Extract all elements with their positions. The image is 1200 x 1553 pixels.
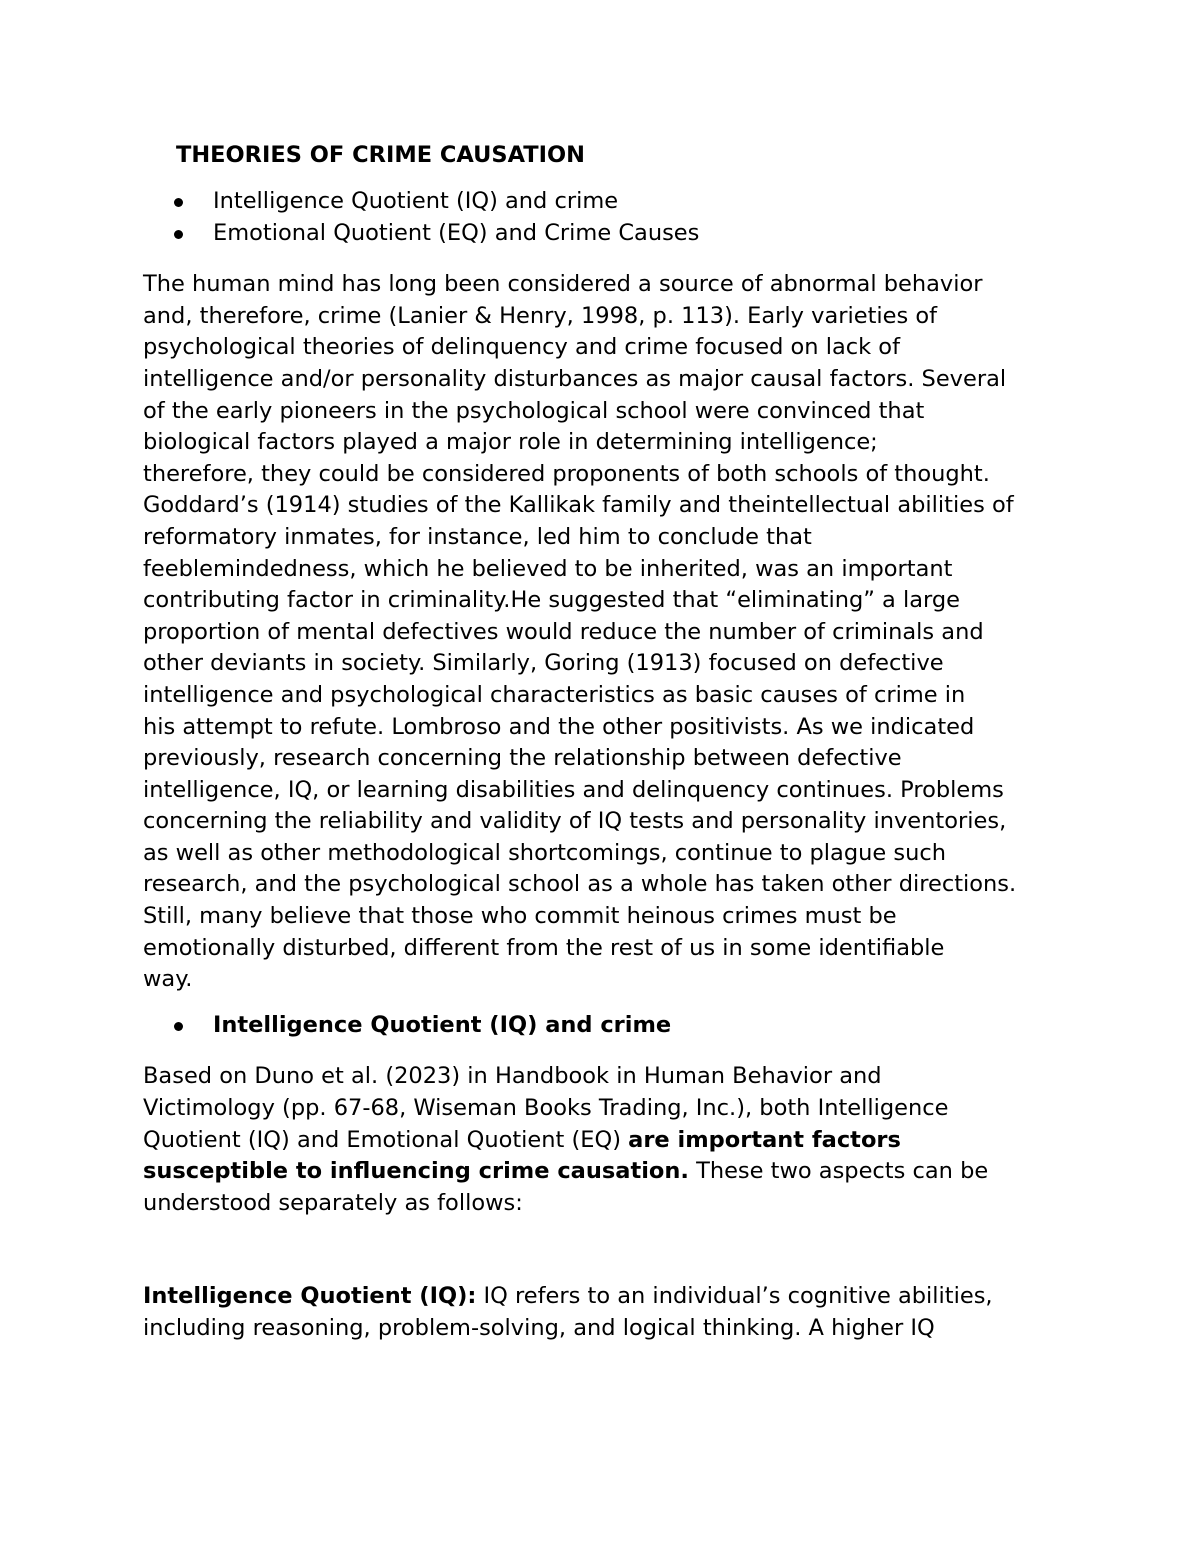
paragraph-line: intelligence and/or personality disturbances as major causal factors. Several — [143, 365, 1007, 392]
iq-definition-paragraph — [143, 1281, 1073, 1344]
paragraph-line: Victimology (pp. 67-68, Wiseman Books Trading, Inc.), both Intelligence — [143, 1095, 949, 1122]
paragraph-line: Still, many believe that those who commit heinous crimes must be — [143, 903, 897, 930]
paragraph-text: These two aspects can be — [688, 1158, 989, 1185]
document-title: THEORIES OF CRIME CAUSATION — [176, 142, 585, 168]
paragraph-line: his attempt to refute. Lombroso and the other positivists. As we indicated — [143, 713, 975, 740]
paragraph-line: previously, research concerning the relationship between defective — [143, 745, 902, 772]
intro-paragraph — [143, 269, 1073, 996]
bullet-item-iq — [143, 186, 1073, 218]
paragraph-line: of the early pioneers in the psychological school were convinced that — [143, 397, 925, 424]
topic-bullet-list — [143, 186, 1073, 249]
bullet-dot-icon — [174, 198, 183, 207]
paragraph-line: reformatory inmates, for instance, led him to conclude that — [143, 523, 812, 550]
bullet-item-eq — [143, 218, 1073, 250]
paragraph-line: other deviants in society. Similarly, Goring (1913) focused on defective — [143, 650, 944, 677]
paragraph-line: understood separately as follows: — [143, 1189, 523, 1216]
paragraph-line — [143, 1156, 1073, 1188]
paragraph-line: intelligence and psychological characteristics as basic causes of crime in — [143, 681, 966, 708]
paragraph-line — [143, 1125, 1073, 1157]
paragraph-line: Based on Duno et al. (2023) in Handbook in Human Behavior and — [143, 1063, 882, 1090]
paragraph-line — [143, 1281, 1073, 1313]
section-heading-list — [143, 1010, 1073, 1042]
paragraph-line: contributing factor in criminality.He suggested that “eliminating” a large — [143, 587, 961, 614]
paragraph-line: way. — [143, 966, 193, 993]
definition-label: Intelligence Quotient (IQ): — [143, 1283, 477, 1310]
emphasis-text: are important factors — [628, 1126, 901, 1153]
bullet-item-label: Intelligence Quotient (IQ) and crime — [213, 188, 619, 214]
paragraph-line: intelligence, IQ, or learning disabilities and delinquency continues. Problems — [143, 776, 1004, 803]
section-heading-label: Intelligence Quotient (IQ) and crime — [213, 1011, 672, 1038]
paragraph-line: emotionally disturbed, different from the rest of us in some identifiable — [143, 934, 945, 961]
bullet-dot-icon — [174, 1022, 183, 1031]
paragraph-line: including reasoning, problem-solving, and logical thinking. A higher IQ — [143, 1315, 935, 1341]
paragraph-line: concerning the reliability and validity of IQ tests and personality inventories, — [143, 808, 1007, 835]
section-heading-iq — [143, 1010, 1073, 1042]
paragraph-text: Quotient (IQ) and Emotional Quotient (EQ) — [143, 1126, 629, 1153]
paragraph-line: biological factors played a major role in determining intelligence; — [143, 429, 878, 456]
paragraph-line: feeblemindedness, which he believed to be inherited, was an important — [143, 555, 953, 582]
paragraph-line: The human mind has long been considered a source of abnormal behavior — [143, 271, 983, 298]
bullet-dot-icon — [174, 230, 183, 239]
paragraph-line: proportion of mental defectives would reduce the number of criminals and — [143, 618, 984, 645]
paragraph-line: therefore, they could be considered proponents of both schools of thought. — [143, 460, 990, 487]
duno-paragraph — [143, 1061, 1073, 1219]
paragraph-line: Goddard’s (1914) studies of the Kallikak family and theintellectual abilities of — [143, 492, 1014, 519]
emphasis-text: susceptible to influencing crime causation. — [143, 1158, 689, 1185]
paragraph-line: and, therefore, crime (Lanier & Henry, 1998, p. 113). Early varieties of — [143, 302, 938, 329]
document-page — [143, 138, 1073, 1345]
paragraph-line: psychological theories of delinquency and crime focused on lack of — [143, 334, 900, 361]
paragraph-line: as well as other methodological shortcomings, continue to plague such — [143, 839, 946, 866]
paragraph-line: research, and the psychological school as a whole has taken other directions. — [143, 871, 1017, 898]
paragraph-text: IQ refers to an individual’s cognitive abilities, — [476, 1283, 993, 1310]
bullet-item-label: Emotional Quotient (EQ) and Crime Causes — [213, 219, 700, 246]
